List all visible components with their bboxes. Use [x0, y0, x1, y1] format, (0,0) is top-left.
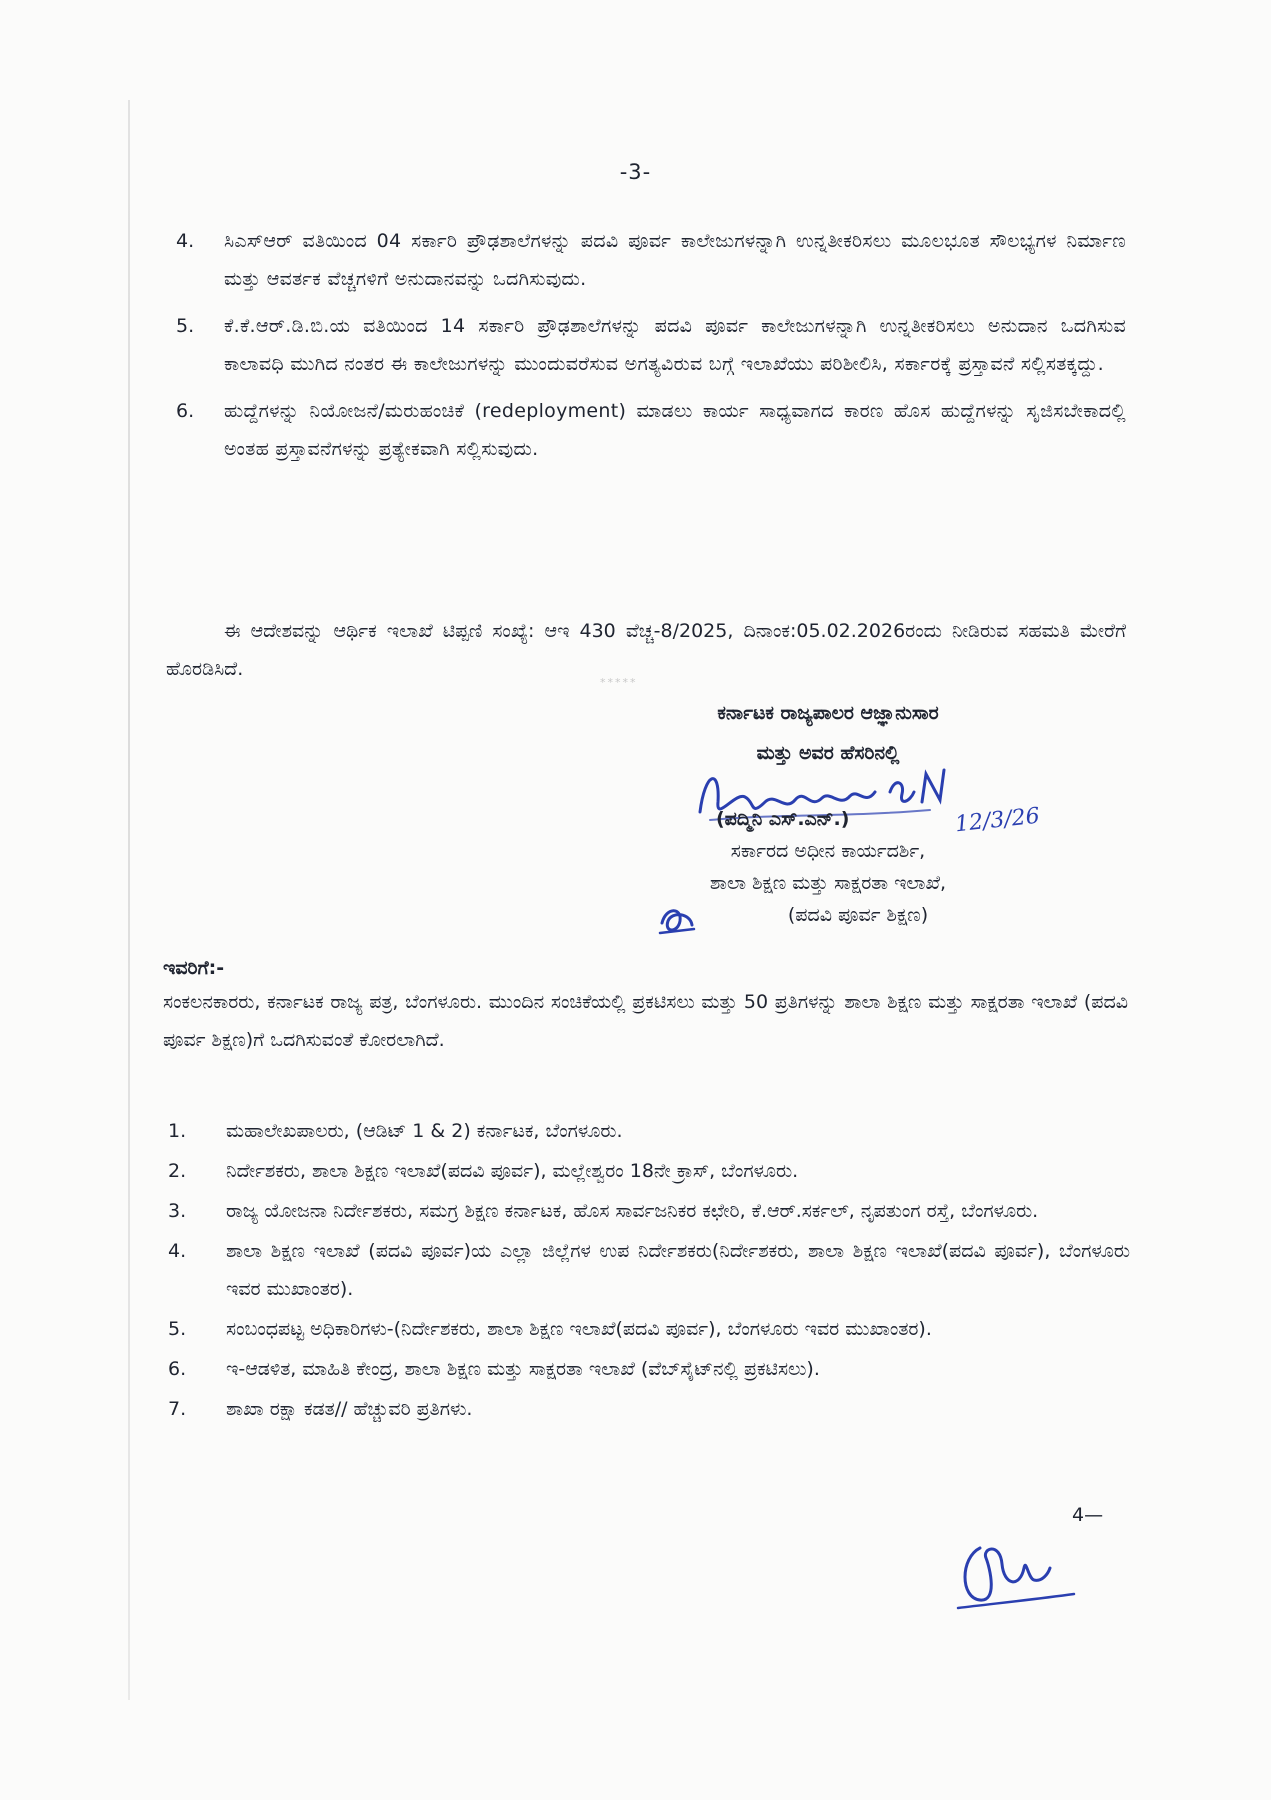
next-page-indicator: 4—	[1072, 1504, 1104, 1526]
separator-stars: *****	[600, 676, 638, 689]
officer-name: (ಪದ್ಮಿನಿ ಎಸ್.ಎನ್.)	[716, 808, 850, 830]
item-number: 4.	[176, 230, 195, 252]
copy-text: ಶಾಲಾ ಶಿಕ್ಷಣ ಇಲಾಖೆ (ಪದವಿ ಪೂರ್ವ)ಯ ಎಲ್ಲಾ ಜಿಲ್ಲೆಗಳ ಉಪ ನಿರ್ದೇಶಕರು(ನಿರ್ದೇಶಕರು, ಶಾಲಾ ಶಿಕ್ಷಣ ಇಲಾಖೆ(ಪದವಿ ಪೂರ್ವ), ಬೆಂಗಳೂರು ಇವರ ಮುಖಾಂತರ).	[226, 1240, 1130, 1300]
copy-text: ಶಾಖಾ ರಕ್ಷಾ ಕಡತ// ಹೆಚ್ಚುವರಿ ಪ್ರತಿಗಳು.	[226, 1398, 473, 1420]
copy-number: 5.	[168, 1318, 187, 1340]
copy-text: ಸಂಬಂಧಪಟ್ಟ ಅಧಿಕಾರಿಗಳು-(ನಿರ್ದೇಶಕರು, ಶಾಲಾ ಶಿಕ್ಷಣ ಇಲಾಖೆ(ಪದವಿ ಪೂರ್ವ), ಬೆಂಗಳೂರು ಇವರ ಮುಖಾಂತರ).	[226, 1318, 932, 1340]
order-items-list	[176, 222, 1126, 477]
copy-number: 6.	[168, 1358, 187, 1380]
list-item	[176, 392, 1126, 468]
item-number: 5.	[176, 315, 195, 337]
order-paragraph: ಈ ಆದೇಶವನ್ನು ಆರ್ಥಿಕ ಇಲಾಖೆ ಟಿಪ್ಪಣಿ ಸಂಖ್ಯೆ: ಆಇ 430 ವೆಚ್ಚ-8/2025, ದಿನಾಂಕ:05.02.2026ರಂದು ನೀಡಿರುವ ಸಹಮತಿ ಮೇರೆಗೆ ಹೊರಡಿಸಿದೆ.	[166, 620, 1126, 680]
copy-number: 1.	[168, 1120, 187, 1142]
addressee-text: ಸಂಕಲನಕಾರರು, ಕರ್ನಾಟಕ ರಾಜ್ಯ ಪತ್ರ, ಬೆಂಗಳೂರು. ಮುಂದಿನ ಸಂಚಿಕೆಯಲ್ಲಿ ಪ್ರಕಟಿಸಲು ಮತ್ತು 50 ಪ್ರತಿಗಳನ್ನು ಶಾಲಾ ಶಿಕ್ಷಣ ಮತ್ತು ಸಾಕ್ಷರತಾ ಇಲಾಖೆ (ಪದವಿ ಪೂರ್ವ ಶಿಕ್ಷಣ)ಗೆ ಒದಗಿಸುವಂತೆ ಕೋರಲಾಗಿದೆ.	[163, 991, 1128, 1051]
copy-number: 2.	[168, 1160, 187, 1182]
item-number: 6.	[176, 400, 195, 422]
designation-line3: (ಪದವಿ ಪೂರ್ವ ಶಿಕ್ಷಣ)	[787, 904, 929, 926]
initial-mark-icon	[656, 903, 698, 939]
designation-line2: ಶಾಲಾ ಶಿಕ್ಷಣ ಮತ್ತು ಸಾಕ್ಷರತಾ ಇಲಾಖೆ,	[709, 872, 947, 894]
list-item	[168, 1232, 1130, 1308]
list-item	[176, 307, 1126, 383]
item-text: ಕೆ.ಕೆ.ಆರ್.ಡಿ.ಬಿ.ಯ ವತಿಯಿಂದ 14 ಸರ್ಕಾರಿ ಪ್ರೌಢಶಾಲೆಗಳನ್ನು ಪದವಿ ಪೂರ್ವ ಕಾಲೇಜುಗಳನ್ನಾಗಿ ಉನ್ನತೀಕರಿಸಲು ಅನುದಾನ ಒದಗಿಸುವ ಕಾಲಾವಧಿ ಮುಗಿದ ನಂತರ ಈ ಕಾಲೇಜುಗಳನ್ನು ಮುಂದುವರೆಸುವ ಅಗತ್ಯವಿರುವ ಬಗ್ಗೆ ಇಲಾಖೆಯು ಪರಿಶೀಲಿಸಿ, ಸರ್ಕಾರಕ್ಕೆ ಪ್ರಸ್ತಾವನೆ ಸಲ್ಲಿಸತಕ್ಕದ್ದು.	[224, 315, 1126, 375]
copy-to-list	[168, 1112, 1130, 1430]
scan-edge-line	[128, 100, 130, 1700]
copy-text: ಇ-ಆಡಳಿತ, ಮಾಹಿತಿ ಕೇಂದ್ರ, ಶಾಲಾ ಶಿಕ್ಷಣ ಮತ್ತು ಸಾಕ್ಷರತಾ ಇಲಾಖೆ (ವೆಬ್‌ಸೈಟ್‌ನಲ್ಲಿ ಪ್ರಕಟಿಸಲು).	[226, 1358, 820, 1380]
addressee-heading: ಇವರಿಗೆ:-	[163, 957, 225, 979]
list-item	[168, 1112, 1130, 1150]
bottom-initial-signature	[950, 1528, 1080, 1618]
list-item	[176, 222, 1126, 298]
order-by-line1: ಕರ್ನಾಟಕ ರಾಜ್ಯಪಾಲರ ಆಜ್ಞಾನುಸಾರ	[717, 702, 939, 724]
item-text: ಸಿಎಸ್‌ಆರ್ ವತಿಯಿಂದ 04 ಸರ್ಕಾರಿ ಪ್ರೌಢಶಾಲೆಗಳನ್ನು ಪದವಿ ಪೂರ್ವ ಕಾಲೇಜುಗಳನ್ನಾಗಿ ಉನ್ನತೀಕರಿಸಲು ಮೂಲಭೂತ ಸೌಲಭ್ಯಗಳ ನಿರ್ಮಾಣ ಮತ್ತು ಆವರ್ತಕ ವೆಚ್ಚಗಳಿಗೆ ಅನುದಾನವನ್ನು ಒದಗಿಸುವುದು.	[224, 230, 1126, 290]
signature-date: 12/3/26	[953, 803, 1041, 838]
page-number: -3-	[619, 160, 652, 184]
list-item	[168, 1152, 1130, 1190]
designation-line1: ಸರ್ಕಾರದ ಅಧೀನ ಕಾರ್ಯದರ್ಶಿ,	[730, 840, 926, 862]
list-item	[168, 1350, 1130, 1388]
item-text: ಹುದ್ದೆಗಳನ್ನು ನಿಯೋಜನೆ/ಮರುಹಂಚಿಕೆ (redeployment) ಮಾಡಲು ಕಾರ್ಯ ಸಾಧ್ಯವಾಗದ ಕಾರಣ ಹೊಸ ಹುದ್ದೆಗಳನ್ನು ಸೃಜಿಸಬೇಕಾದಲ್ಲಿ ಅಂತಹ ಪ್ರಸ್ತಾವನೆಗಳನ್ನು ಪ್ರತ್ಯೇಕವಾಗಿ ಸಲ್ಲಿಸುವುದು.	[224, 400, 1126, 460]
order-by-line2: ಮತ್ತು ಅವರ ಹೆಸರಿನಲ್ಲಿ	[756, 742, 900, 764]
copy-number: 3.	[168, 1200, 187, 1222]
list-item	[168, 1192, 1130, 1230]
copy-number: 7.	[168, 1398, 187, 1420]
copy-text: ರಾಜ್ಯ ಯೋಜನಾ ನಿರ್ದೇಶಕರು, ಸಮಗ್ರ ಶಿಕ್ಷಣ ಕರ್ನಾಟಕ, ಹೊಸ ಸಾರ್ವಜನಿಕರ ಕಛೇರಿ, ಕೆ.ಆರ್.ಸರ್ಕಲ್, ನೃಪತುಂಗ ರಸ್ತೆ, ಬೆಂಗಳೂರು.	[226, 1200, 1039, 1222]
copy-number: 4.	[168, 1240, 187, 1262]
list-item	[168, 1390, 1130, 1428]
list-item	[168, 1310, 1130, 1348]
copy-text: ನಿರ್ದೇಶಕರು, ಶಾಲಾ ಶಿಕ್ಷಣ ಇಲಾಖೆ(ಪದವಿ ಪೂರ್ವ), ಮಲ್ಲೇಶ್ವರಂ 18ನೇ ಕ್ರಾಸ್, ಬೆಂಗಳೂರು.	[226, 1160, 799, 1182]
copy-text: ಮಹಾಲೇಖಪಾಲರು, (ಆಡಿಟ್ 1 & 2) ಕರ್ನಾಟಕ, ಬೆಂಗಳೂರು.	[226, 1120, 623, 1142]
